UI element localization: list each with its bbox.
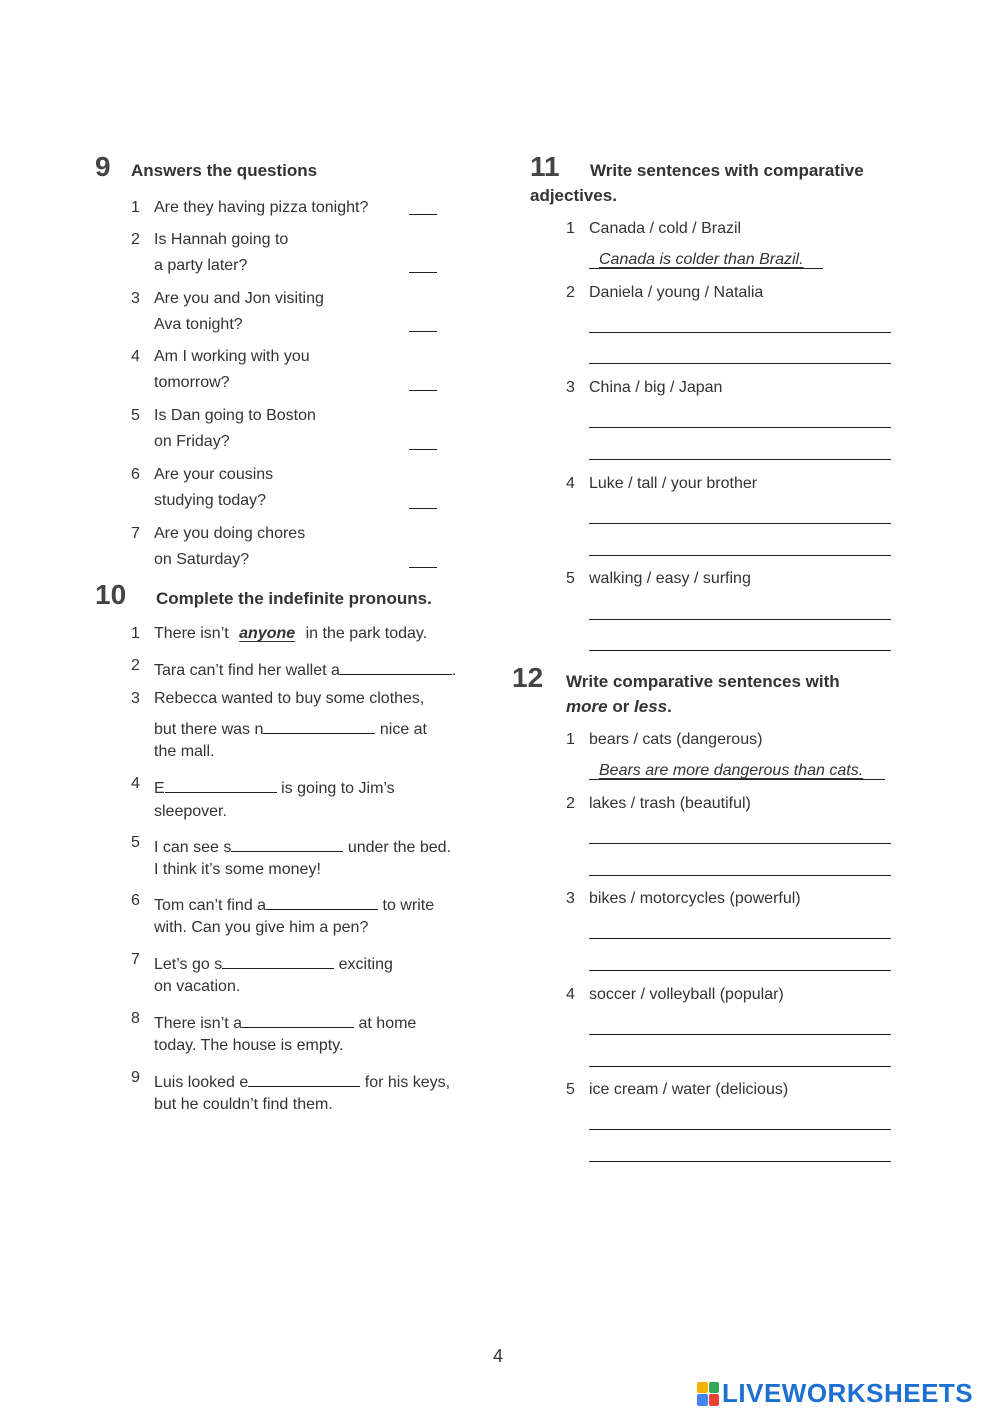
s10-sentence: I can see s under the bed. — [154, 834, 451, 857]
s10-answer-blank[interactable] — [242, 1010, 354, 1028]
s11-answer-line[interactable] — [589, 459, 891, 460]
s11-answer-line[interactable] — [589, 427, 891, 428]
section-10-number: 10 — [95, 579, 127, 610]
s12-item-number: 4 — [566, 986, 575, 1003]
s9-question: Is Hannah going to — [154, 231, 289, 248]
s9-item-number: 4 — [131, 348, 140, 365]
s12-item-number: 2 — [566, 795, 575, 812]
s10-answer-blank[interactable] — [165, 775, 277, 793]
s9-item-number: 1 — [131, 199, 140, 216]
s11-example-answer: Canada is colder than Brazil. — [599, 251, 804, 268]
s10-answer-blank[interactable] — [248, 1069, 360, 1087]
s10-item-number: 8 — [131, 1010, 140, 1027]
section-9-number: 9 — [95, 151, 111, 182]
s11-item-number: 4 — [566, 475, 575, 492]
s12-answer-line[interactable] — [589, 1129, 891, 1130]
s10-sentence: E is going to Jim’s — [154, 775, 395, 798]
s10-sentence-cont: today. The house is empty. — [154, 1037, 344, 1054]
s9-item-number: 3 — [131, 290, 140, 307]
s10-sentence-line: Rebecca wanted to buy some clothes, — [154, 690, 425, 707]
s10-answer-blank[interactable] — [266, 892, 378, 910]
s11-answer-line[interactable] — [589, 363, 891, 364]
s11-answer-line[interactable] — [589, 650, 891, 651]
s12-answer-line[interactable] — [589, 1034, 891, 1035]
s9-question-cont: on Saturday? — [154, 551, 250, 568]
s11-item-number: 3 — [566, 379, 575, 396]
liveworksheets-logo-icon — [697, 1382, 719, 1406]
s11-prompt: Luke / tall / your brother — [589, 475, 758, 492]
s11-prompt: China / big / Japan — [589, 379, 723, 396]
section-12-number: 12 — [512, 662, 544, 693]
s12-example-answer: Bears are more dangerous than cats. — [599, 762, 864, 779]
s9-item-number: 5 — [131, 407, 140, 424]
s10-item-number: 9 — [131, 1069, 140, 1086]
s9-question: Are your cousins — [154, 466, 274, 483]
s9-answer-blank[interactable] — [409, 272, 437, 273]
s12-answer-line[interactable] — [589, 938, 891, 939]
s12-prompt: bears / cats (dangerous) — [589, 731, 763, 748]
s9-answer-blank[interactable] — [409, 508, 437, 509]
s10-sentence-cont: I think it’s some money! — [154, 861, 321, 878]
s10-sentence-cont: on vacation. — [154, 978, 241, 995]
s10-sentence: Tom can’t find a to write — [154, 892, 434, 915]
s10-sentence: There isn’t a at home — [154, 1010, 416, 1033]
s12-prompt: soccer / volleyball (popular) — [589, 986, 784, 1003]
s12-item-number: 3 — [566, 890, 575, 907]
s12-answer-line[interactable] — [589, 1161, 891, 1162]
s9-answer-blank[interactable] — [409, 449, 437, 450]
s9-question-cont: studying today? — [154, 492, 267, 509]
s11-prompt: Canada / cold / Brazil — [589, 220, 742, 237]
s9-question-cont: a party later? — [154, 257, 248, 274]
s10-item-number: 1 — [131, 625, 140, 642]
s9-answer-blank[interactable] — [409, 390, 437, 391]
s9-item-number: 2 — [131, 231, 140, 248]
section-9-title: Answers the questions — [131, 161, 318, 180]
s9-question-cont: Ava tonight? — [154, 316, 243, 333]
s11-prompt: Daniela / young / Natalia — [589, 284, 764, 301]
s10-item-number: 2 — [131, 657, 140, 674]
s12-prompt: lakes / trash (beautiful) — [589, 795, 751, 812]
s11-example-underline — [589, 268, 823, 269]
liveworksheets-logo — [697, 1378, 973, 1409]
s12-item-number: 5 — [566, 1081, 575, 1098]
s10-sentence-cont: but he couldn’t find them. — [154, 1096, 333, 1113]
s10-sentence: but there was n nice at — [154, 716, 427, 739]
section-11-title: Write sentences with comparative — [590, 161, 864, 180]
s10-sentence-cont: the mall. — [154, 743, 215, 760]
s10-sentence: There isn’t anyone in the park today. — [154, 625, 428, 642]
section-11-title-cont: adjectives. — [530, 186, 617, 205]
s12-answer-line[interactable] — [589, 1066, 891, 1067]
s10-answer-blank[interactable] — [231, 834, 343, 852]
s10-sentence-cont: with. Can you give him a pen? — [154, 919, 369, 936]
s9-answer-blank[interactable] — [409, 214, 437, 215]
liveworksheets-logo-text: LIVEWORKSHEETS — [722, 1378, 974, 1408]
s9-question: Are you doing chores — [154, 525, 306, 542]
section-12-title-cont: more or less. — [566, 697, 672, 716]
s12-answer-line[interactable] — [589, 875, 891, 876]
s11-item-number: 2 — [566, 284, 575, 301]
s9-question: Are you and Jon visiting — [154, 290, 324, 307]
s11-item-number: 1 — [566, 220, 575, 237]
s12-answer-line[interactable] — [589, 843, 891, 844]
page-number: 4 — [493, 1346, 504, 1366]
s10-answer-blank[interactable] — [263, 716, 375, 734]
s9-answer-blank[interactable] — [409, 331, 437, 332]
s10-sentence: Let’s go s exciting — [154, 951, 393, 974]
s10-item-number: 5 — [131, 834, 140, 851]
s10-item-number: 4 — [131, 775, 140, 792]
s10-sentence: Luis looked e for his keys, — [154, 1069, 450, 1092]
s10-item-number: 3 — [131, 690, 140, 707]
s11-item-number: 5 — [566, 570, 575, 587]
s9-item-number: 6 — [131, 466, 140, 483]
s9-question-cont: on Friday? — [154, 433, 230, 450]
s10-item-number: 6 — [131, 892, 140, 909]
s9-question-cont: tomorrow? — [154, 374, 230, 391]
s10-example-answer: anyone — [239, 625, 296, 642]
s9-question: Is Dan going to Boston — [154, 407, 316, 424]
s11-answer-line[interactable] — [589, 555, 891, 556]
s9-question: Are they having pizza tonight? — [154, 199, 369, 216]
s9-answer-blank[interactable] — [409, 567, 437, 568]
s11-answer-line[interactable] — [589, 523, 891, 524]
s12-answer-line[interactable] — [589, 970, 891, 971]
s10-sentence: Tara can’t find her wallet a . — [154, 657, 456, 680]
s11-answer-line[interactable] — [589, 332, 891, 333]
section-10-title: Complete the indefinite pronouns. — [156, 589, 432, 608]
s12-example-underline — [589, 779, 885, 780]
s12-item-number: 1 — [566, 731, 575, 748]
s10-sentence-cont: sleepover. — [154, 803, 227, 820]
s9-item-number: 7 — [131, 525, 140, 542]
s11-answer-line[interactable] — [589, 619, 891, 620]
s11-prompt: walking / easy / surfing — [589, 570, 751, 587]
s10-answer-blank[interactable] — [340, 657, 452, 675]
section-12-title: Write comparative sentences with — [566, 672, 840, 691]
s10-answer-blank[interactable] — [222, 951, 334, 969]
s10-item-number: 7 — [131, 951, 140, 968]
s9-question: Am I working with you — [154, 348, 310, 365]
s12-prompt: ice cream / water (delicious) — [589, 1081, 789, 1098]
section-11-number: 11 — [530, 151, 560, 182]
s12-prompt: bikes / motorcycles (powerful) — [589, 890, 801, 907]
